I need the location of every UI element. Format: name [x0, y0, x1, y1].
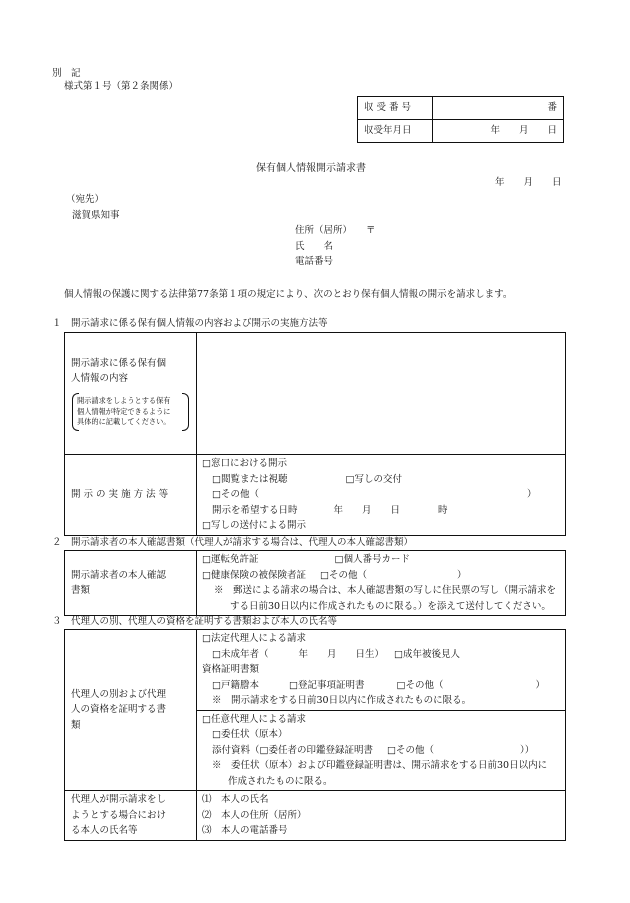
close-paren: ） — [535, 679, 545, 691]
option-power-of-attorney[interactable]: □委任状（原本） — [212, 729, 288, 740]
preferred-datetime-row — [202, 503, 560, 519]
preferred-datetime-field[interactable]: 年 月 日 時 — [333, 504, 448, 516]
minor-row — [202, 647, 560, 663]
receipt-box — [357, 96, 564, 143]
id-row-2 — [202, 568, 560, 584]
section2-table — [64, 550, 566, 616]
section2-heading: ２ 開示請求者の本人確認書類（代理人が請求する場合は、代理人の本人確認書類） — [52, 537, 414, 548]
principal-row — [65, 791, 566, 841]
principal-address-field[interactable]: ⑵ 本人の住所（居所） — [202, 809, 307, 821]
address-label: 住所（居所） — [295, 225, 353, 236]
agent-type-label — [65, 630, 197, 791]
receipt-number-suffix: 番 — [547, 102, 557, 114]
receipt-number-row — [358, 97, 564, 120]
principal-label-line: 代理人が開示請求をし — [71, 794, 167, 806]
receipt-number-label: 収 受 番 号 — [358, 97, 433, 120]
principal-label-line: ようとする場合におけ — [71, 809, 167, 821]
option-adult-ward[interactable]: □成年被後見人 — [394, 648, 460, 660]
info-content-label-line: 開示請求に係る保有個 — [71, 357, 167, 369]
section3-table — [64, 629, 566, 841]
preferred-datetime-label: 開示を希望する日時 — [212, 504, 298, 516]
attachments-row — [202, 743, 560, 759]
receipt-date-field[interactable] — [433, 120, 564, 143]
minor-birthdate[interactable]: 年 月 日生） — [298, 648, 384, 660]
voluntary-note-1: ※ 委任状（原本）および印鑑登録証明書は、開示請求をする日前30日以内に — [212, 760, 548, 771]
option-minor[interactable]: □未成年者（ — [212, 648, 269, 660]
option-view-row — [202, 472, 560, 488]
note-line: 開示請求をしようとする保有 — [77, 395, 171, 405]
disclosure-method-row — [65, 455, 566, 536]
option-drivers-license[interactable]: □運転免許証 — [202, 554, 259, 565]
option-my-number-card[interactable]: □個人番号カード — [334, 554, 410, 565]
principal-fields — [197, 791, 566, 841]
receipt-number-field[interactable] — [433, 97, 564, 120]
principal-label — [65, 791, 197, 841]
option-attach-other[interactable]: □その他（ — [386, 744, 434, 756]
section1-heading: １ 開示請求に係る保有個人情報の内容および開示の実施方法等 — [52, 318, 328, 329]
note-line: 具体的に記載してください。 — [77, 417, 171, 427]
agent-type-label-line: 代理人の別および代理 — [71, 688, 167, 700]
addressee-name: 滋賀県知事 — [72, 210, 120, 221]
close-paren: ） — [526, 489, 537, 500]
id-row-1 — [202, 552, 560, 568]
intro-text: 個人情報の保護に関する法律第77条第１項の規定により、次のとおり保有個人情報の開示を請求します。 — [64, 289, 513, 300]
form-number: 様式第１号（第２条関係） — [64, 81, 179, 92]
qualification-docs-label: 資格証明書類 — [202, 664, 260, 675]
mail-note-2: する日前30日以内に作成されたものに限る。）を添えて送付してください。 — [230, 600, 551, 612]
postal-mark: 〒 — [366, 225, 376, 236]
receipt-date-value: 年 月 日 — [490, 125, 557, 137]
option-viewing[interactable]: □閲覧または視聴 — [212, 473, 288, 485]
option-qual-other[interactable]: □その他（ — [396, 679, 444, 691]
option-seal-cert[interactable]: 添付資料（□委任者の印鑑登録証明書 — [212, 744, 373, 756]
info-content-label-line: 人情報の内容 — [71, 373, 129, 385]
principal-phone-field[interactable]: ⑶ 本人の電話番号 — [202, 825, 288, 837]
name-label: 氏 名 — [295, 241, 334, 252]
agent-type-label-line: 類 — [71, 719, 81, 731]
info-content-field[interactable] — [197, 333, 566, 455]
option-other-row — [202, 487, 560, 503]
addressee-prefix: （宛先） — [66, 194, 105, 205]
option-health-insurance[interactable]: □健康保険の被保険者証 — [202, 569, 306, 581]
disclosure-method-label: 開 示 の 実 施 方 法 等 — [65, 455, 197, 536]
mail-note-1: ※ 郵送による請求の場合は、本人確認書類の写しに住民票の写し（開示請求を — [214, 585, 557, 596]
option-window-disclosure[interactable]: □窓口における開示 — [202, 458, 287, 469]
section3-heading: ３ 代理人の別、代理人の資格を証明する書類および本人の氏名等 — [52, 616, 338, 627]
info-content-row — [65, 333, 566, 455]
voluntary-note-2: 作成されたものに限る。 — [228, 775, 333, 787]
agent-type-label-line: 人の資格を証明する書 — [71, 704, 167, 716]
receipt-date-label: 収受年月日 — [358, 120, 433, 143]
legal-agent-row — [65, 630, 566, 711]
appendix-label: 別 記 — [52, 68, 81, 79]
receipt-date-row — [358, 120, 564, 143]
principal-label-line: る本人の氏名等 — [71, 825, 138, 837]
close-paren: ） — [456, 569, 467, 581]
principal-name-field[interactable]: ⑴ 本人の氏名 — [202, 794, 269, 806]
document-title: 保有個人情報開示請求書 — [256, 163, 366, 174]
id-docs-label-line: 開示請求者の本人確認 — [71, 569, 167, 581]
request-date: 年 月 日 — [495, 177, 562, 188]
id-docs-options — [197, 551, 566, 616]
qualification-docs-row — [202, 678, 560, 694]
info-content-note — [71, 393, 190, 431]
disclosure-method-options — [197, 455, 566, 536]
phone-label: 電話番号 — [295, 256, 334, 267]
id-docs-row — [65, 551, 566, 616]
info-content-label — [65, 333, 197, 455]
id-docs-label-line: 書類 — [71, 585, 91, 596]
note-line: 個人情報が特定できるように — [77, 406, 171, 416]
close-paren: ）） — [519, 744, 535, 756]
option-other[interactable]: □その他（ — [212, 489, 259, 500]
id-docs-label — [65, 551, 197, 616]
option-registry-cert[interactable]: □登記事項証明書 — [288, 679, 365, 691]
legal-agent-note: ※ 開示請求をする日前30日以内に作成されたものに限る。 — [212, 695, 472, 706]
option-mail-disclosure[interactable]: □写しの送付による開示 — [202, 520, 306, 531]
voluntary-agent-options — [197, 710, 566, 791]
option-family-register[interactable]: □戸籍謄本 — [212, 679, 259, 691]
option-copy-delivery[interactable]: □写しの交付 — [345, 473, 402, 485]
section1-table — [64, 332, 566, 536]
option-id-other[interactable]: □その他（ — [319, 569, 367, 581]
legal-agent-options — [197, 630, 566, 711]
option-legal-agent[interactable]: □法定代理人による請求 — [202, 633, 306, 644]
option-voluntary-agent[interactable]: □任意代理人による請求 — [202, 713, 306, 725]
